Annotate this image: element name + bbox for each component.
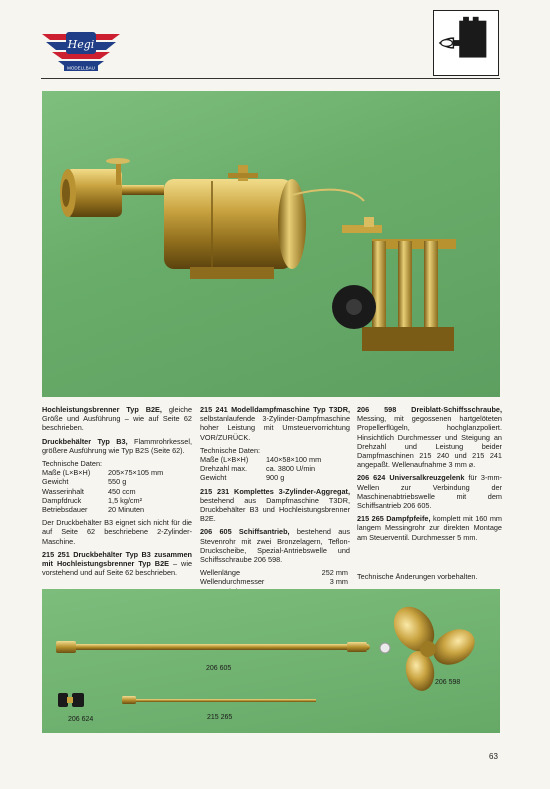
paragraph-206598: 206 598 Dreiblatt-Schiffsschraube, Messing, mit gegossenen hartgelöteten Propellerflügeln, hochglanzpoliert. Hinsichtlich Durchmesser und Steigung an Drehzahl und Leistung beider Dampfmaschinen 215 240 und 215 241 angepaßt. Wellenaufnahme 3 mm ⌀. (357, 405, 502, 470)
steam-engine-photo (42, 91, 500, 397)
paragraph-215265: 215 265 Dampfpfeife, komplett mit 160 mm langem Messingrohr zur direkten Montage am Steuerventil. Durchmesser 5 mm. (357, 514, 502, 542)
spec-row: Wasserinhalt 450 ccm (42, 486, 136, 496)
specs-title: Technische Daten: (42, 459, 103, 469)
specs-table-engine (200, 455, 350, 483)
three-cylinder-engine-object (332, 217, 456, 351)
svg-text:Hegi: Hegi (67, 38, 95, 51)
spec-row: Maße (L×B×H) 140×58×100 mm (200, 455, 322, 465)
paragraph-206624: 206 624 Universalkreuzgelenk für 3-mm-Wellen zur Verbindung der Maschinenabtriebswelle mit dem Schiffsantrieb 206 605. (357, 473, 502, 511)
propeller-object (385, 599, 481, 693)
page-number: 63 (489, 752, 498, 761)
shaft-object (56, 641, 390, 653)
spec-row: Wellenlänge 252 mm (200, 568, 348, 578)
text-column-1 (42, 405, 192, 581)
spec-row: Gewicht 550 g (42, 477, 127, 487)
text-column-3 (357, 405, 502, 546)
spec-row: Dampfdruck 1,5 kg/cm² (42, 495, 143, 505)
hegi-logo (40, 28, 122, 74)
whistle-object (122, 696, 316, 704)
svg-text:MODELLBAU: MODELLBAU (67, 65, 95, 71)
paragraph-215251: 215 251 Druckbehälter Typ B3 zusammen mit Hochleistungsbrenner Typ B2E – wie vorstehend und auf Seite 62 beschrieben. (42, 549, 192, 578)
burner-object (60, 158, 164, 217)
label-206598: 206 598 (435, 679, 461, 686)
changes-reserved-note: Technische Änderungen vorbehalten. (357, 572, 478, 581)
header-rule (41, 78, 500, 79)
specs-table-boiler (42, 468, 192, 514)
spec-row: Maße (L×B×H) 205×75×105 mm (42, 468, 164, 478)
specs-title: Technische Daten: (200, 445, 261, 455)
paragraph-206605: 206 605 Schiffsantrieb, bestehend aus Stevenrohr mit zwei Bronzelagern, Teflon-Druckscheibe, Spezial-Antriebswelle und Schiffsschraube 206 598. (200, 527, 350, 565)
engine-pictogram-icon (434, 11, 498, 75)
paragraph-burner-b2e: Hochleistungsbrenner Typ B2E, gleiche Größe und Ausführung – wie auf Seite 62 beschrieben. (42, 405, 192, 433)
spec-row: Betriebsdauer 20 Minuten (42, 505, 145, 515)
universal-joint-object (58, 693, 84, 707)
paragraph-215241: 215 241 Modelldampfmaschine Typ T3DR, selbstanlaufende 3-Zylinder-Dampfmaschine hoher Leistung mit Umsteuervorrichtung VOR/ZURÜCK. (200, 405, 350, 442)
spec-row: Gewicht 900 g (200, 473, 285, 483)
label-206624: 206 624 (68, 716, 94, 723)
paragraph-boiler-b3: Druckbehälter Typ B3, Flammrohrkessel, größere Ausführung wie Typ B2S (Seite 62). (42, 436, 192, 455)
spec-row: Drehzahl max. ca. 3800 U/min (200, 464, 316, 474)
paragraph-215231: 215 231 Komplettes 3-Zylinder-Aggregat, bestehend aus Dampfmaschine T3DR, Druckbehälter B3 und Hochleistungsbrenner B2E. (200, 486, 350, 524)
text-column-2 (200, 405, 350, 609)
paragraph-boiler-note: Der Druckbehälter B3 eignet sich nicht für die auf Seite 62 beschriebene 2-Zylinder-Maschine. (42, 518, 192, 546)
engine-pictogram-box (433, 10, 499, 76)
label-215265: 215 265 (207, 714, 233, 721)
spec-row: Wellendurchmesser 3 mm (200, 577, 348, 587)
parts-photo (42, 589, 500, 733)
label-206605: 206 605 (206, 665, 232, 672)
boiler-object (164, 165, 364, 279)
